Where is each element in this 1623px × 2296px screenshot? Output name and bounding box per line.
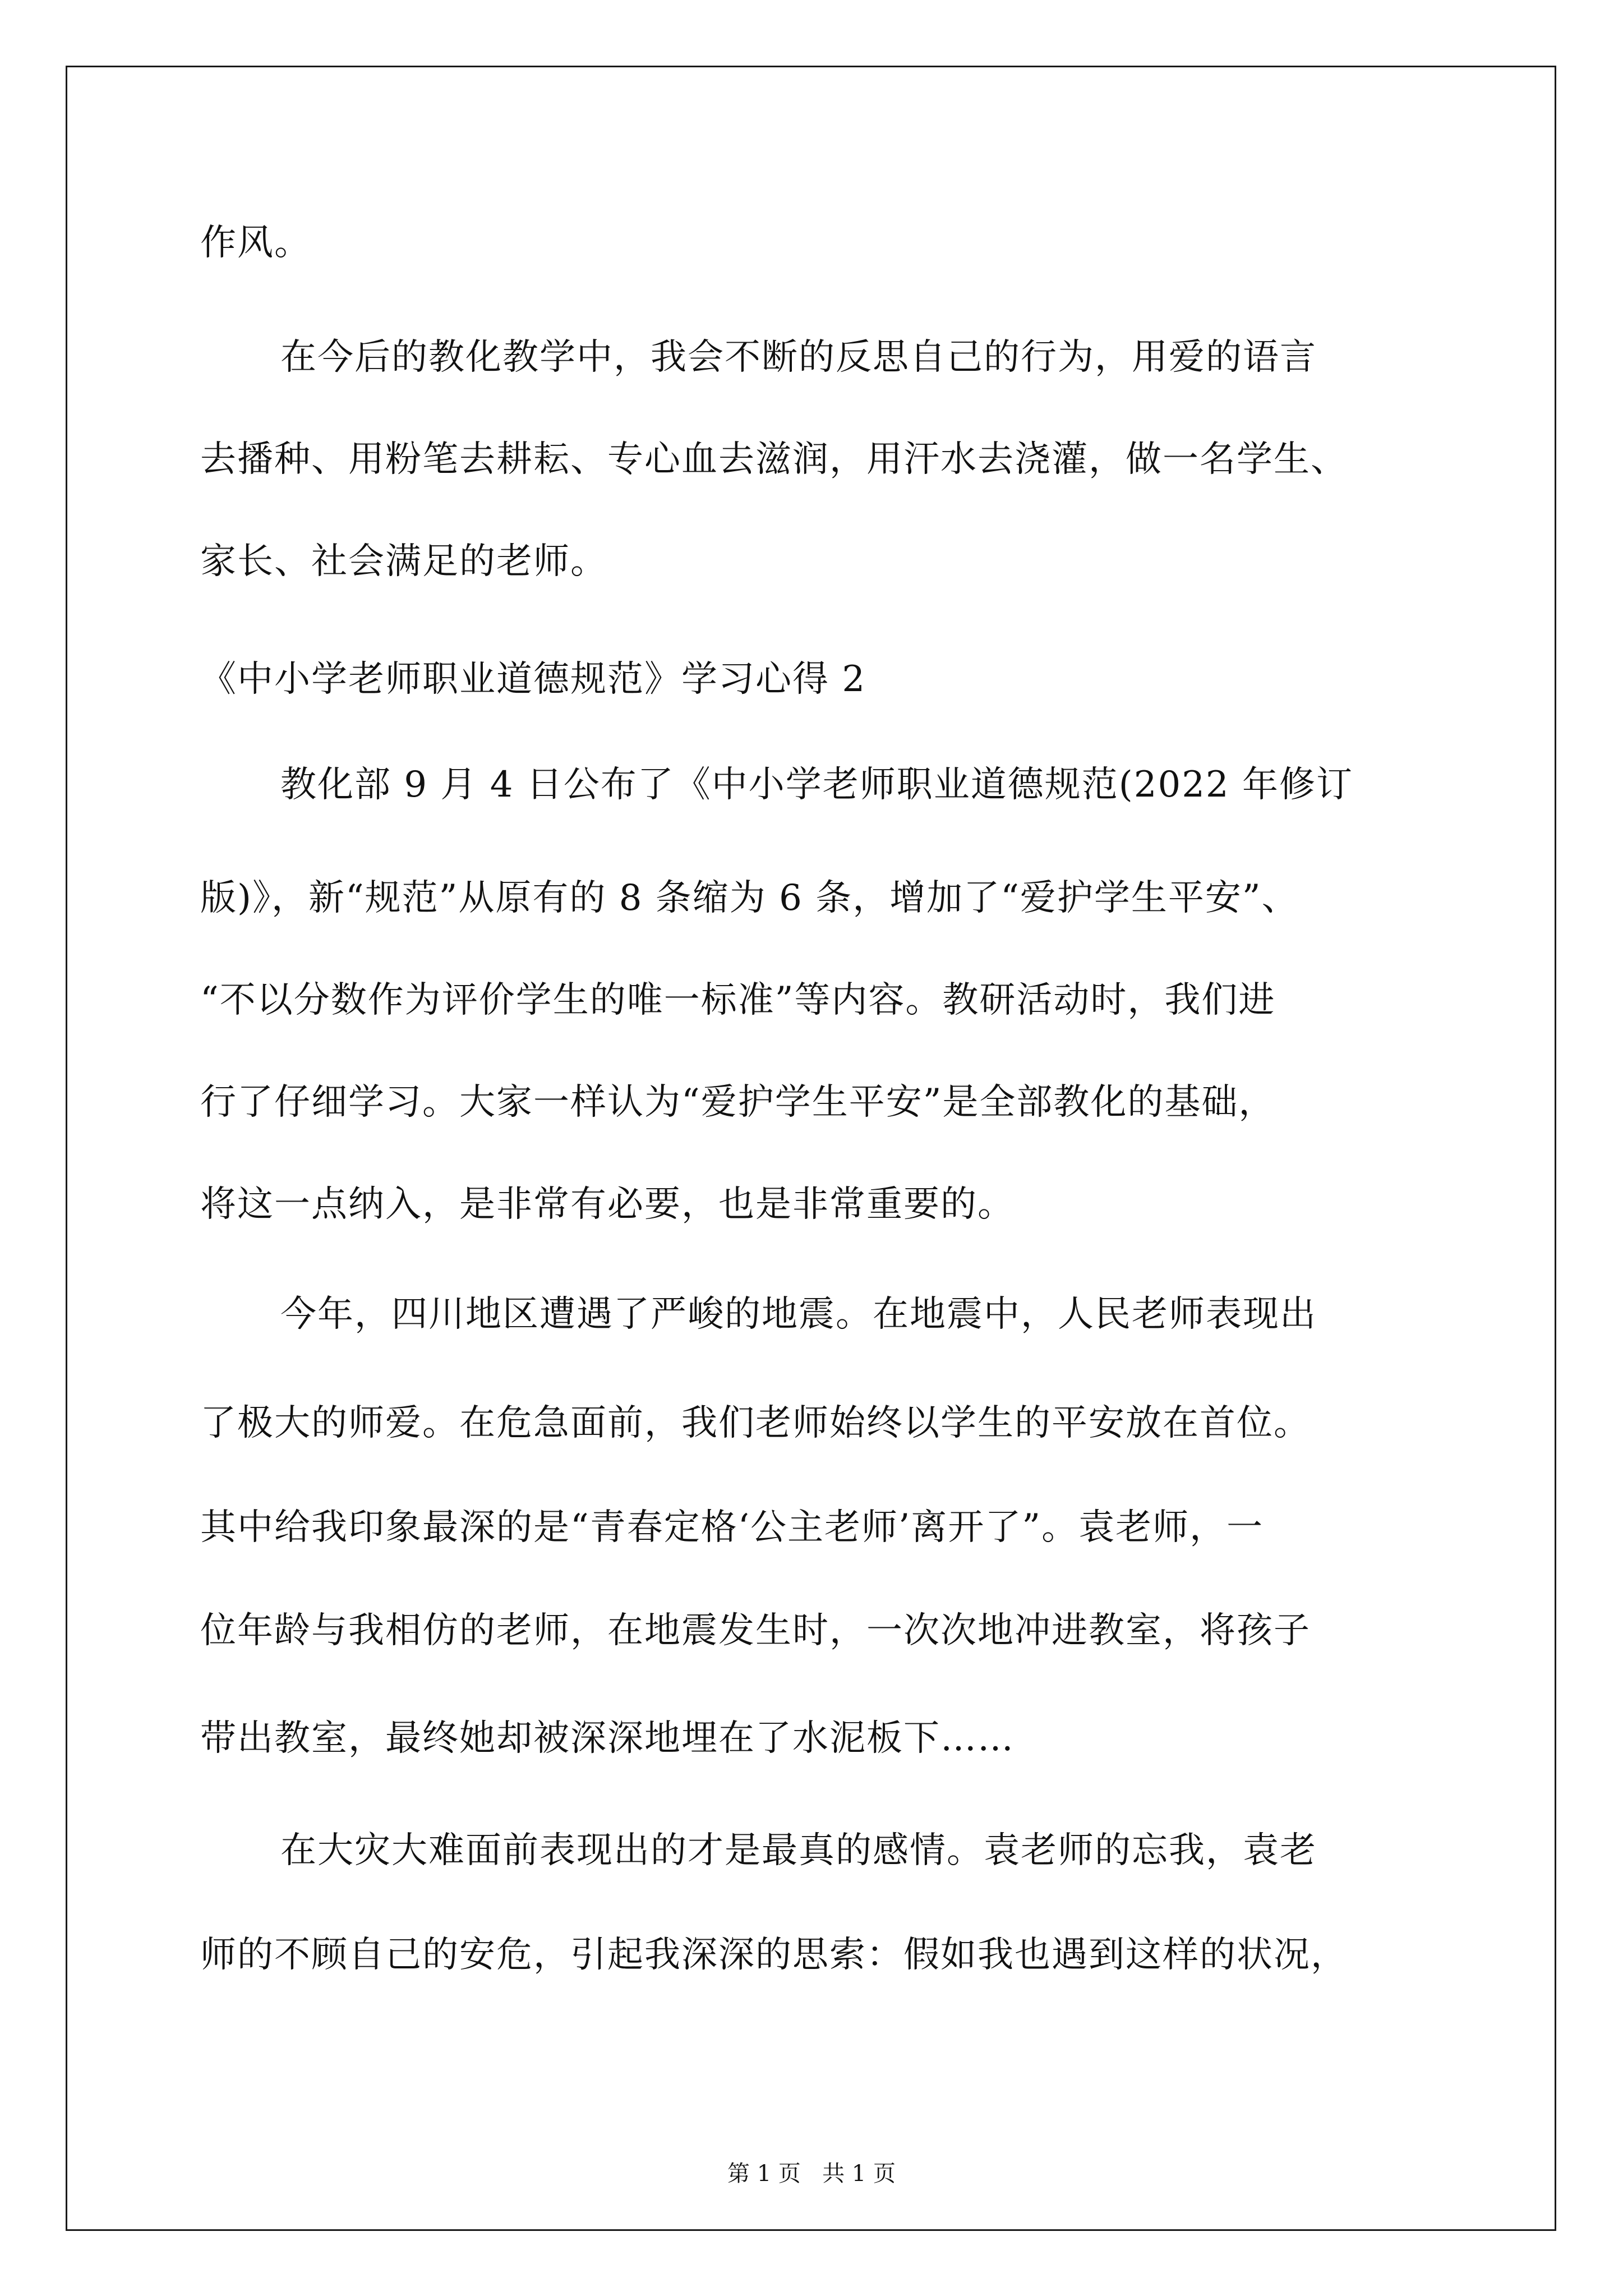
text-line: 带出教室，最终她却被深深地埋在了水泥板下…… [200, 1718, 1015, 1759]
text-line: 行了仔细学习。大家一样认为“爱护学生平安”是全部教化的基础， [200, 1082, 1276, 1123]
text-line: 作风。 [200, 222, 311, 264]
section-heading: 《中小学老师职业道德规范》学习心得 2 [200, 659, 866, 700]
text-line: 去播种、用粉笔去耕耘、专心血去滋润，用汗水去浇灌，做一名学生、 [200, 439, 1348, 480]
text-line: 了极大的师爱。在危急面前，我们老师始终以学生的平安放在首位。 [200, 1402, 1311, 1444]
page-border [66, 66, 1556, 2231]
text-line: 在今后的教化教学中，我会不断的反思自己的行为，用爱的语言 [280, 337, 1317, 378]
page-footer: 第 1 页 共 1 页 [727, 2161, 896, 2187]
text-line: 其中给我印象最深的是“青春定格‘公主老师’离开了”。袁老师，一 [200, 1507, 1264, 1548]
text-line: 家长、社会满足的老师。 [200, 541, 607, 582]
text-line: 版)》，新“规范”从原有的 8 条缩为 6 条，增加了“爱护学生平安”、 [200, 877, 1299, 919]
text-line: 今年，四川地区遭遇了严峻的地震。在地震中，人民老师表现出 [280, 1294, 1317, 1335]
text-line: 将这一点纳入，是非常有必要，也是非常重要的。 [200, 1184, 1015, 1225]
text-line: 师的不顾自己的安危，引起我深深的思索：假如我也遇到这样的状况， [200, 1934, 1348, 1976]
text-line: 教化部 9 月 4 日公布了《中小学老师职业道德规范(2022 年修订 [280, 764, 1353, 806]
text-line: 位年龄与我相仿的老师，在地震发生时，一次次地冲进教室，将孩子 [200, 1610, 1311, 1651]
text-line: “不以分数作为评价学生的唯一标准”等内容。教研活动时，我们进 [200, 979, 1276, 1021]
text-line: 在大灾大难面前表现出的才是最真的感情。袁老师的忘我，袁老 [280, 1830, 1317, 1871]
